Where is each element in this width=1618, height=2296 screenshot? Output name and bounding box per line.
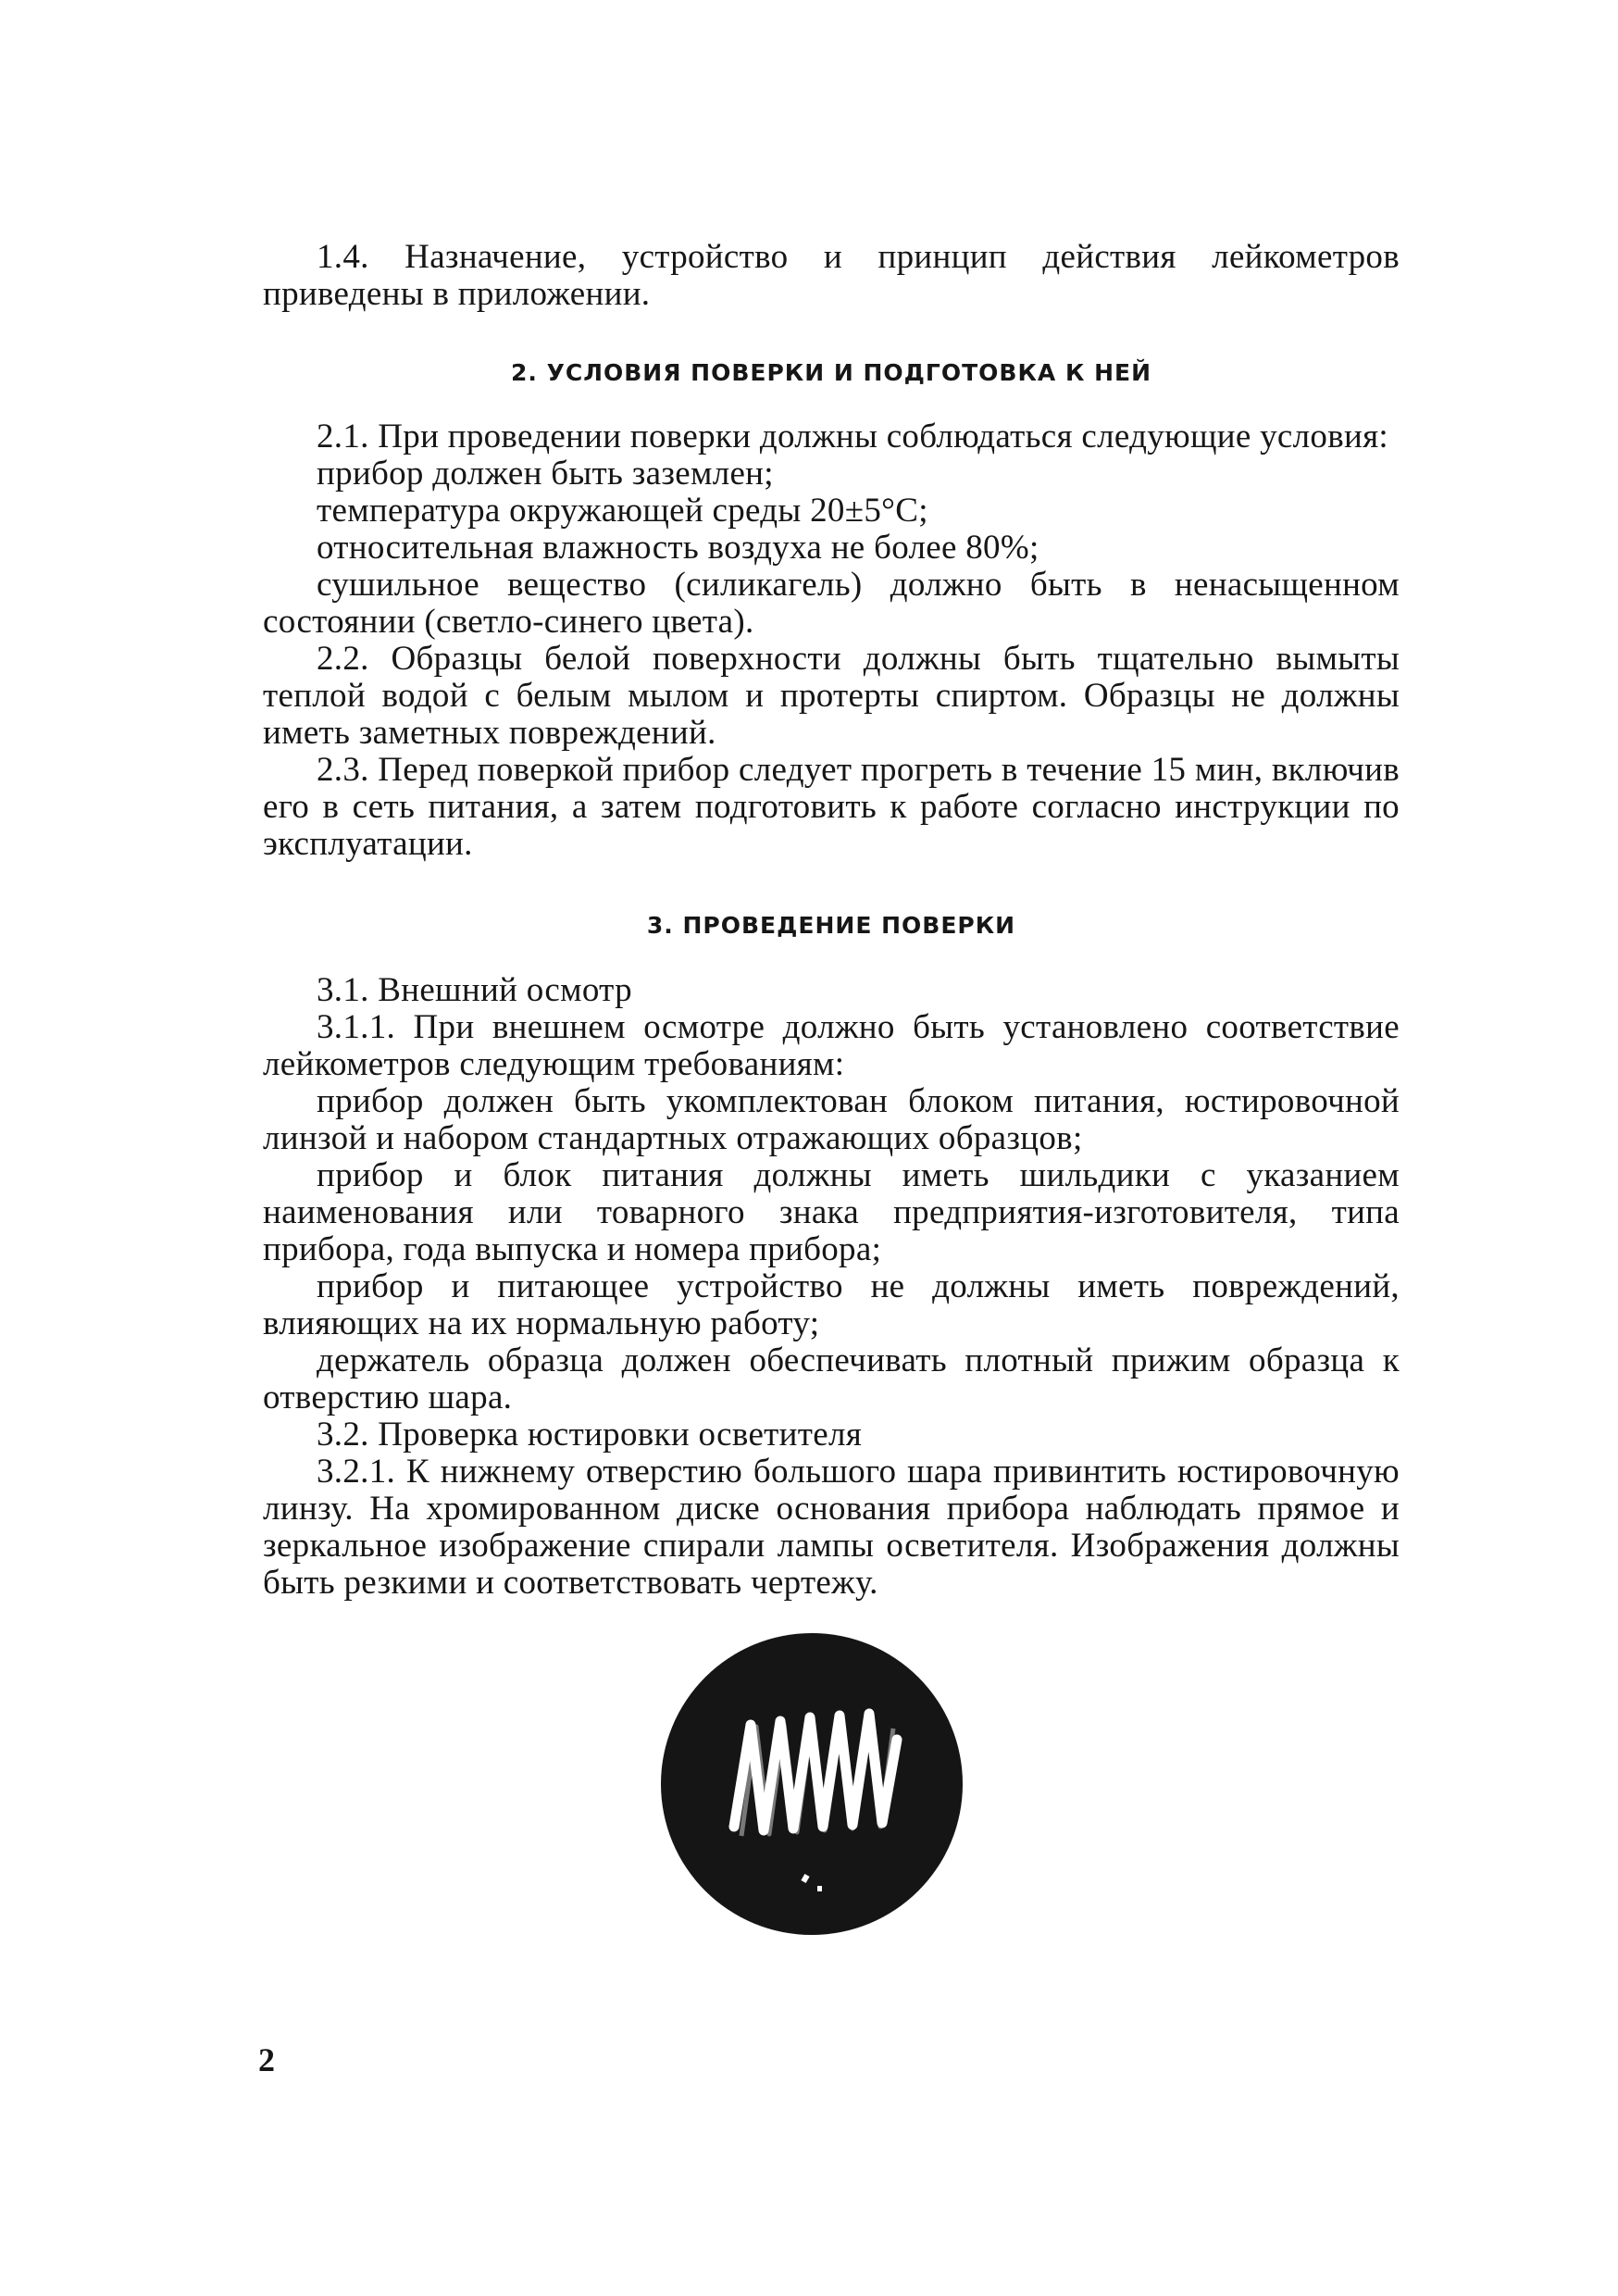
paragraph: 3.2. Проверка юстировки осветителя — [317, 1416, 863, 1454]
list-item: прибор и блок питания должны иметь шильдики с указанием наименования или товарного знака предприятия-изготовителя, типа прибора, года выпуска и номера прибора; — [263, 1156, 1400, 1268]
paragraph: 3.1. Внешний осмотр — [317, 971, 632, 1009]
list-item: прибор должен быть заземлен; — [317, 455, 774, 493]
section-3 — [263, 972, 1400, 1602]
section-2 — [263, 418, 1400, 863]
list-item: относительная влажность воздуха не более 80%; — [317, 529, 1039, 567]
list-item: держатель образца должен обеспечивать плотный прижим образца к отверстию шара. — [263, 1341, 1400, 1416]
paragraph: 2.3. Перед поверкой прибор следует прогреть в течение 15 мин, включив его в сеть питания, а затем подготовить к работе согласно инструкции по эксплуатации. — [263, 751, 1400, 863]
figure-disk — [661, 1633, 963, 1935]
paragraph: 1.4. Назначение, устройство и принцип действия лейкометров приведены в приложении. — [263, 238, 1400, 313]
list-item: прибор и питающее устройство не должны иметь повреждений, влияющих на их нормальную работу; — [263, 1267, 1400, 1342]
page-number: 2 — [258, 2041, 275, 2078]
section-3-heading-block — [263, 912, 1400, 939]
section-heading: 2. УСЛОВИЯ ПОВЕРКИ И ПОДГОТОВКА К НЕЙ — [510, 359, 1152, 386]
paragraph: 2.1. При проведении поверки должны соблюдаться следующие условия: — [317, 418, 1388, 455]
section-heading: 3. ПРОВЕДЕНИЕ ПОВЕРКИ — [646, 912, 1016, 939]
section-2-heading-block — [263, 359, 1400, 386]
section-1 — [263, 239, 1400, 313]
list-item: температура окружающей среды 20±5°С; — [317, 492, 928, 530]
paragraph: 2.2. Образцы белой поверхности должны быть тщательно вымыты теплой водой с белым мылом и протерты спиртом. Образцы не должны иметь заметных повреждений. — [263, 640, 1400, 752]
paragraph: 3.2.1. К нижнему отверстию большого шара привинтить юстировочную линзу. На хромированном диске основания прибора наблюдать прямое и зеркальное изображение спирали лампы осветителя. Изображения должны быть резкими и соответствовать чертежу. — [263, 1453, 1400, 1602]
paragraph: 3.1.1. При внешнем осмотре должно быть установлено соответствие лейкометров следующим требованиям: — [263, 1008, 1400, 1083]
lamp-spiral-image-icon — [660, 1632, 964, 1936]
list-item: прибор должен быть укомплектован блоком питания, юстировочной линзой и набором стандартных отражающих образцов; — [263, 1082, 1400, 1157]
list-item: сушильное вещество (силикагель) должно быть в ненасыщенном состоянии (светло-синего цвета). — [263, 566, 1400, 641]
